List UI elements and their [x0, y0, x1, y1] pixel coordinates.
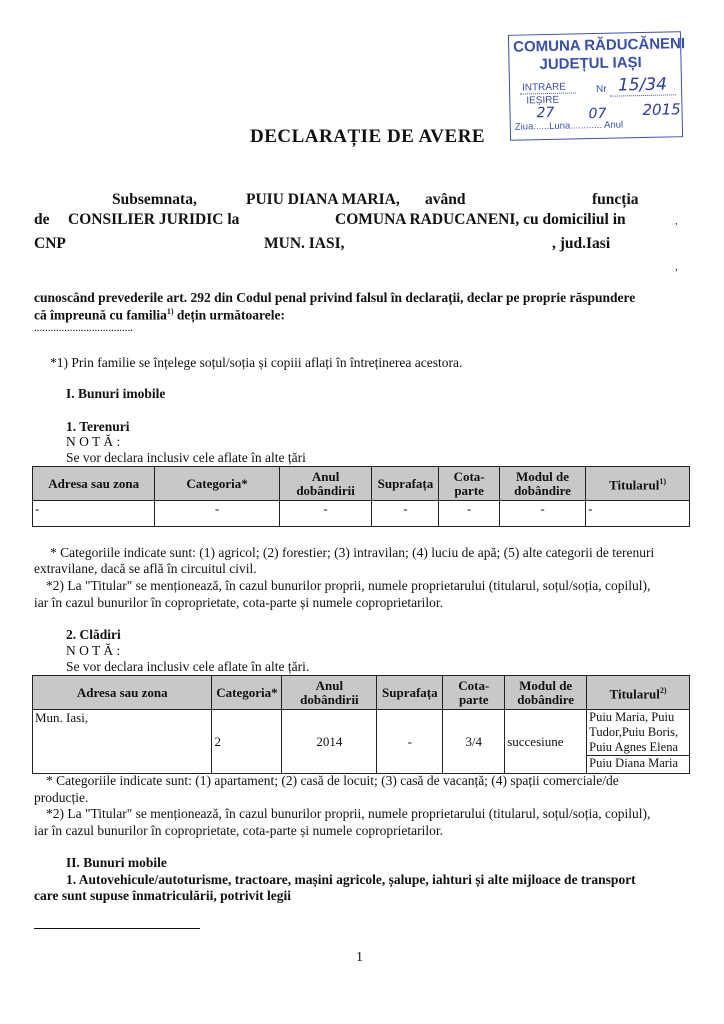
table-cell-titular: Puiu Maria, Puiu Tudor,Puiu Boris, Puiu Agnes Elena Puiu Diana Maria: [587, 710, 690, 774]
col-titular: Titularul$^{1)}$: [586, 467, 690, 501]
intro-line-1: cunoscând prevederile art. 292 din Codul penal privind falsul în declarații, declar pe proprie răspundere: [34, 290, 636, 305]
categorii-note-2b: producție.: [34, 790, 89, 805]
cnp-label: CNP: [34, 235, 66, 252]
col-suprafata: Suprafața: [372, 467, 439, 501]
categorii-note-1a: * Categoriile indicate sunt: (1) agricol; (2) forestier; (3) intravilan; (4) luciu de apă; (5) alte categorii de terenuri: [50, 545, 655, 560]
intro-line-2: că împreună cu familia$^{1)}$ dețin următoarele:: [34, 307, 286, 323]
col-cota: Cota- parte: [443, 676, 505, 710]
family-footnote: *1) Prin familie se înțelege soțul/soția și copiii aflați în întreținerea acestora.: [50, 355, 463, 370]
table-cell: -: [586, 501, 690, 527]
stamp-year-handwritten: 2015: [642, 100, 681, 120]
table-cell: -: [499, 501, 585, 527]
functia-label: funcția: [592, 191, 639, 208]
table-cell-suprafata: -: [377, 710, 443, 774]
stamp-intrare: INTRARE: [521, 81, 567, 94]
titular-note-1b: iar în cazul bunurilor în coproprietate, cota-parte și numele coproprietarilor.: [34, 595, 443, 610]
footnote-separator: [34, 928, 200, 929]
cladiri-table: [32, 675, 690, 774]
table-cell-categoria: 2: [212, 710, 282, 774]
county-value: , jud.Iasi: [552, 235, 611, 252]
subsemnata-label: Subsemnata,: [112, 191, 197, 208]
city-value: MUN. IASI,: [264, 235, 345, 252]
nota-text-1: Se vor declara inclusiv cele aflate în alte țări: [66, 450, 306, 465]
col-adresa: Adresa sau zona: [33, 467, 155, 501]
stamp-nr-handwritten: 15/34: [617, 74, 668, 96]
stamp-day-handwritten: 27: [536, 104, 555, 122]
stamp-nr-label: Nr: [595, 83, 607, 95]
stamp-footer: Ziua......Luna............ Anul: [514, 119, 624, 133]
de-label: de: [34, 211, 50, 228]
page-number: 1: [356, 950, 363, 965]
nota-label-1: N O T Ă :: [66, 434, 121, 449]
titular-note-2b: iar în cazul bunurilor în coproprietate, cota-parte și numele coproprietarilor.: [34, 823, 443, 838]
cladiri-heading: 2. Clădiri: [66, 627, 121, 642]
table-row: [33, 501, 690, 527]
col-modul: Modul de dobândire: [499, 467, 585, 501]
col-cota: Cota- parte: [439, 467, 499, 501]
table-cell: -: [155, 501, 279, 527]
categorii-note-2a: * Categoriile indicate sunt: (1) apartament; (2) casă de locuit; (3) casă de vacanță; (4) spații comerciale/de: [46, 773, 619, 788]
table-cell: -: [279, 501, 372, 527]
table-cell-modul: succesiune: [505, 710, 587, 774]
registration-stamp: [508, 31, 686, 141]
avand-label: având: [425, 191, 466, 208]
dotted-line: ....................................: [34, 322, 133, 334]
stamp-month-handwritten: 07: [588, 105, 607, 123]
declarant-name: PUIU DIANA MARIA,: [246, 191, 400, 208]
function-value: CONSILIER JURIDIC la: [68, 211, 240, 228]
stamp-subtitle: JUDEȚUL IAȘI: [539, 54, 642, 74]
col-categoria: Categoria*: [155, 467, 279, 501]
document-title: DECLARAȚIE DE AVERE: [250, 126, 486, 147]
comma-mark: ,: [675, 215, 678, 227]
col-adresa: Adresa sau zona: [33, 676, 212, 710]
titular-note-1a: *2) La "Titular" se menționează, în cazul bunurilor proprii, numele proprietarului (titularul, soțul/soția, copilul),: [46, 578, 651, 593]
comma-mark-2: ,: [675, 261, 678, 273]
categorii-note-1b: extravilane, dacă se află în circuitul civil.: [34, 561, 257, 576]
table-cell-anul: 2014: [282, 710, 377, 774]
auto-line-2: care sunt supuse înmatriculării, potrivit legii: [34, 888, 291, 903]
nota-text-2: Se vor declara inclusiv cele aflate în alte țări.: [66, 659, 310, 674]
col-anul: Anul dobândirii: [282, 676, 377, 710]
auto-line-1: 1. Autovehicule/autoturisme, tractoare, mașini agricole, șalupe, iahturi și alte mijloace de transport: [66, 872, 636, 887]
col-anul: Anul dobândirii: [279, 467, 372, 501]
terenuri-heading: 1. Terenuri: [66, 419, 130, 434]
table-cell: -: [439, 501, 499, 527]
section-bunuri-imobile: I. Bunuri imobile: [66, 386, 166, 401]
col-categoria: Categoria*: [212, 676, 282, 710]
table-row: [33, 710, 690, 774]
table-cell-adresa: Mun. Iasi,: [33, 710, 212, 774]
institution-value: COMUNA RADUCANENI, cu domiciliul in: [335, 211, 626, 228]
terenuri-table: [32, 466, 690, 527]
stamp-title: COMUNA RĂDUCĂNENI: [512, 35, 686, 56]
col-modul: Modul de dobândire: [505, 676, 587, 710]
section-bunuri-mobile: II. Bunuri mobile: [66, 855, 167, 870]
nota-label-2: N O T Ă :: [66, 643, 121, 658]
col-titular: Titularul$^{2)}$: [587, 676, 690, 710]
table-cell: -: [372, 501, 439, 527]
stamp-iesire: IEȘIRE: [526, 94, 560, 107]
col-suprafata: Suprafața: [377, 676, 443, 710]
titular-note-2a: *2) La "Titular" se menționează, în cazul bunurilor proprii, numele proprietarului (titularul, soțul/soția, copilul),: [46, 806, 651, 821]
table-cell-cota: 3/4: [443, 710, 505, 774]
table-cell: -: [33, 501, 155, 527]
